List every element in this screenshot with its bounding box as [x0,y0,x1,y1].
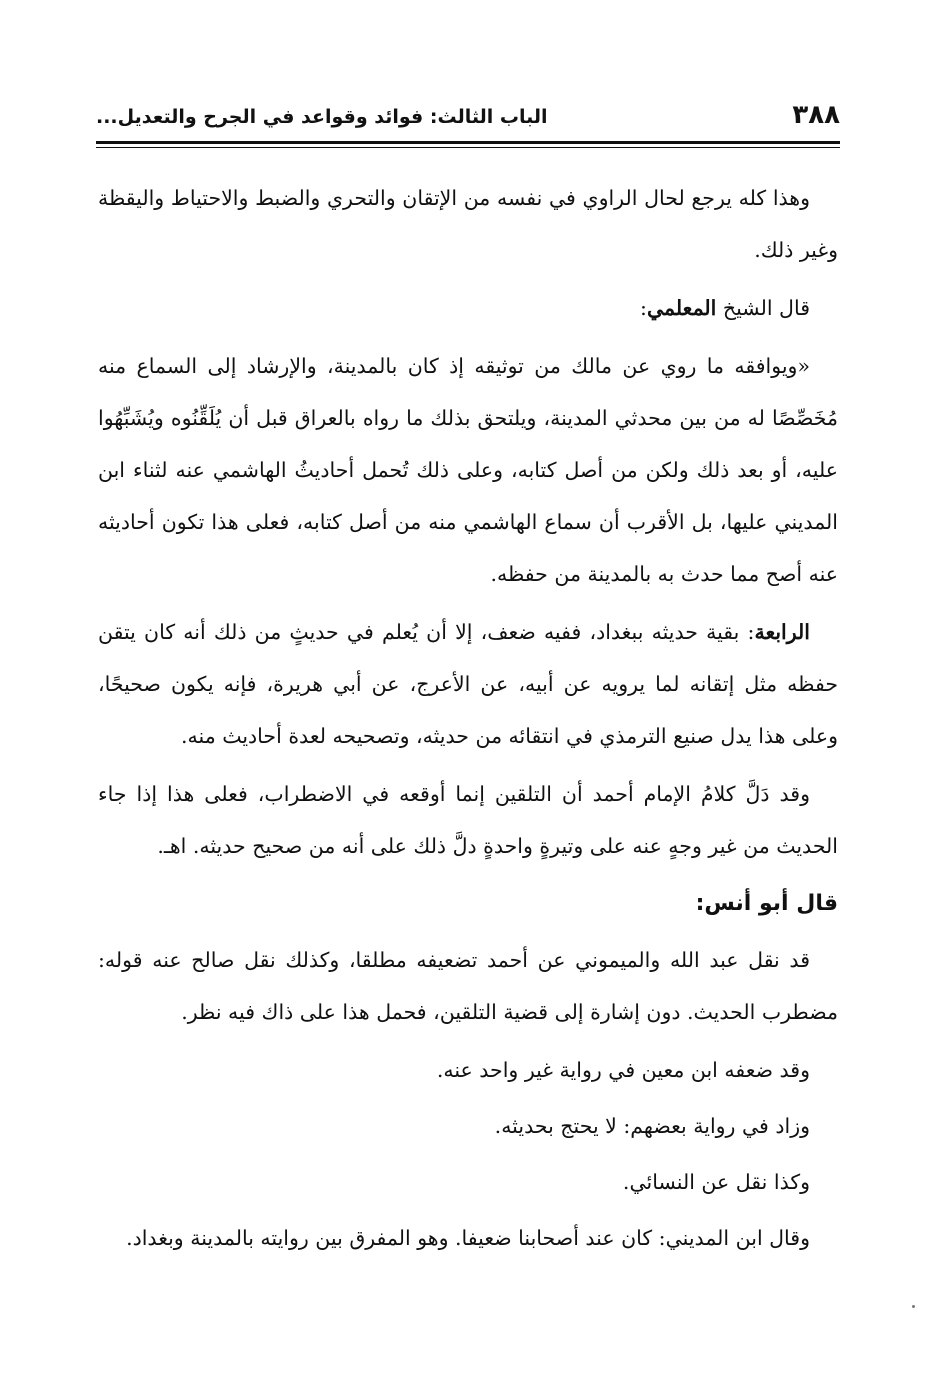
point-label: الرابعة [754,620,810,644]
paragraph-8: وزاد في رواية بعضهم: لا يحتج بحديثه. [494,1114,810,1138]
scan-speck [912,1305,915,1308]
section-heading: قال أبو أنس: [695,891,838,916]
header-rule-thick [96,141,840,144]
paragraph-6: قد نقل عبد الله والميموني عن أحمد تضعيفه مطلقا، وكذلك نقل صالح عنه قوله: مضطرب الحديث. دون إشارة إلى قضية التلقين، فحمل هذا على ذاك فيه نظر. [98,948,838,1024]
running-title: الباب الثالث: فوائد وقواعد في الجرح والتعديل... [96,106,548,128]
paragraph-4 [98,606,838,762]
running-head [96,98,840,138]
paragraph-9: وكذا نقل عن النسائي. [622,1170,810,1194]
paragraph-2 [98,282,838,334]
paragraph-5: وقد دَلَّ كلامُ الإمام أحمد أن التلقين إنما أوقعه في الاضطراب، فعلى هذا إذا جاء الحديث من غير وجهٍ عنه على وتيرةٍ واحدةٍ دلَّ ذلك على أنه من صحيح حديثه. اهـ. [98,782,838,858]
page-body [98,172,838,1268]
page-number: ٣٨٨ [792,100,840,130]
colon: : [640,296,647,320]
paragraph-10: وقال ابن المديني: كان عند أصحابنا ضعيفا. وهو المفرق بين روايته بالمدينة وبغداد. [126,1226,810,1250]
paragraph-3: «ويوافقه ما روي عن مالك من توثيقه إذ كان بالمدينة، والإرشاد إلى السماع منه مُخَصِّصًا له من بين محدثي المدينة، ويلتحق بذلك ما رواه بالعراق قبل أن يُلَقِّنُوه ويُشَبِّهُوا عليه، أو بعد ذلك ولكن من أصل كتابه، وعلى ذلك تُحمل أحاديثُ الهاشمي عنه لثناء ابن المديني عليها، بل الأقرب أن سماع الهاشمي منه من أصل كتابه، فعلى هذا تكون أحاديثه عنه أصح مما حدث به بالمدينة من حفظه. [98,354,838,586]
point-text: : بقية حديثه ببغداد، ففيه ضعف، إلا أن يُعلم في حديثٍ من ذلك أنه كان يتقن حفظه مثل إتقانه لما يرويه عن أبيه، عن الأعرج، عن أبي هريرة، فإنه يكون صحيحًا، وعلى هذا يدل صنيع الترمذي في انتقائه من حديثه، وتصحيحه لعدة أحاديث منه. [98,620,838,748]
scholar-name: المعلمي [646,296,717,320]
paragraph-7: وقد ضعفه ابن معين في رواية غير واحد عنه. [436,1058,810,1082]
header-rule-thin [96,147,840,148]
paragraph-1: وهذا كله يرجع لحال الراوي في نفسه من الإتقان والتحري والضبط والاحتياط واليقظة وغير ذلك. [98,186,838,262]
quote-intro: قال الشيخ [716,296,810,320]
